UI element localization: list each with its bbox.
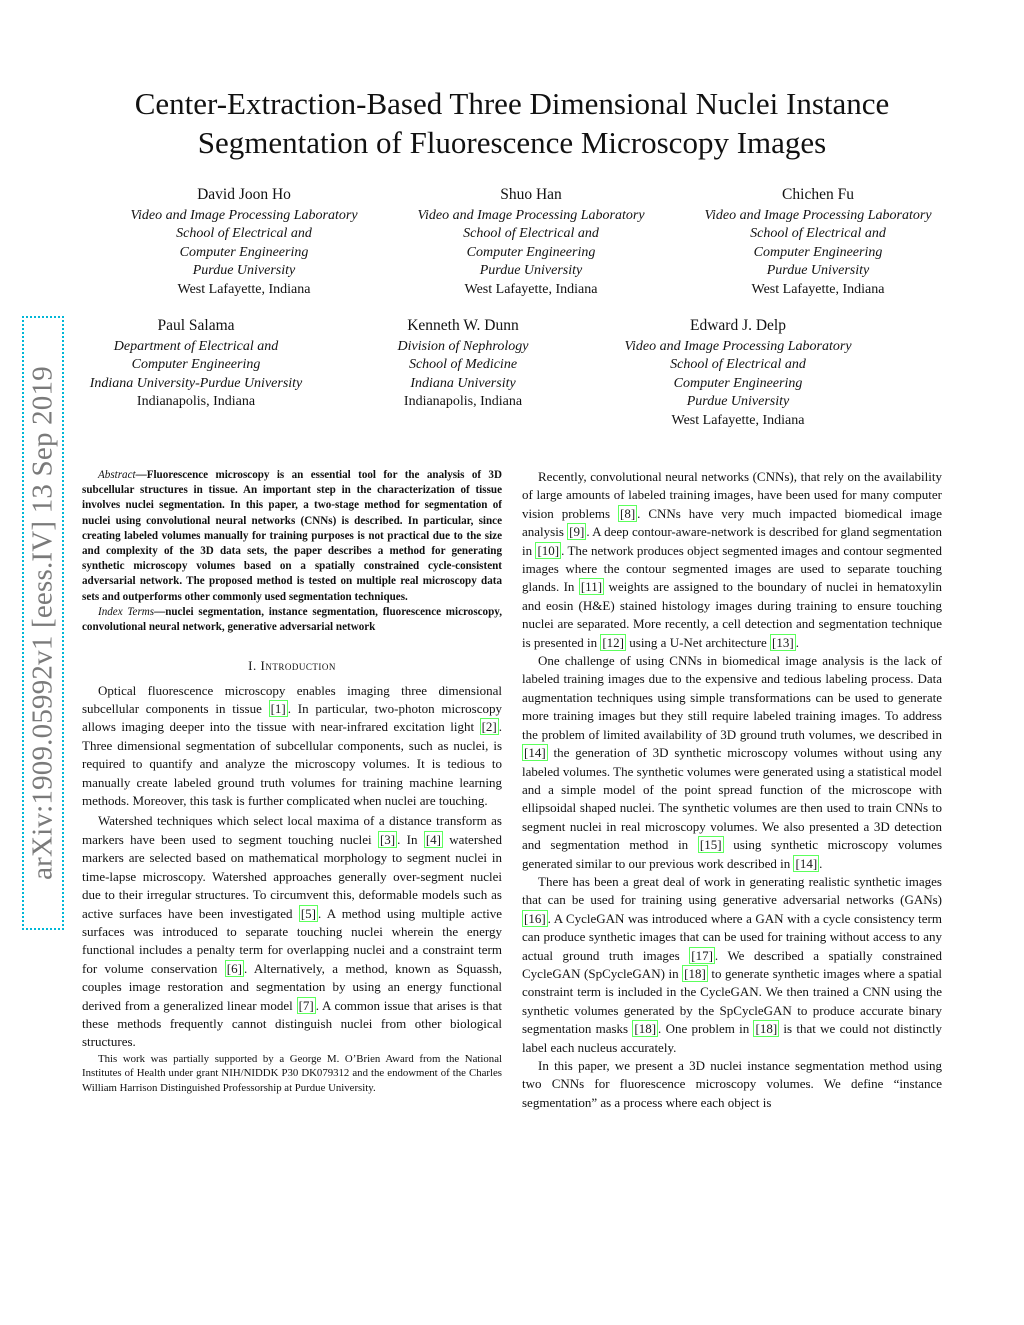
- citation-link[interactable]: [3]: [379, 831, 396, 847]
- author-name: Shuo Han: [500, 186, 562, 203]
- author-affiliation: Video and Image Processing Laboratory: [130, 207, 358, 223]
- citation-link[interactable]: [8]: [620, 505, 636, 521]
- author-affiliation: Computer Engineering: [673, 375, 803, 391]
- author-affiliation: School of Electrical and: [463, 226, 599, 242]
- paragraph: Optical fluorescence microscopy enables imaging three dimensional subcellular components in tissue [1] . In particular, two-photon microscopy allows imaging deeper into the tissue with near-infrared excitation light [2] . Three dimensional segmentation of subcellular components, such as nuclei, is required to quantify and analyze the microscopy volumes. It is tedious to manually create labeled ground truth volumes for training machine learning methods. Moreover, this task is further complicated when nuclei are touching.: [82, 682, 502, 809]
- author-affiliation: Computer Engineering: [131, 357, 261, 373]
- author-name: Paul Salama: [157, 317, 235, 334]
- citation-link[interactable]: [18]: [684, 965, 706, 981]
- author-name: Chichen Fu: [782, 186, 854, 203]
- author-block: [600, 317, 876, 431]
- citation-link[interactable]: [2]: [481, 719, 497, 735]
- author-affiliation: Video and Image Processing Laboratory: [417, 207, 645, 223]
- citation-link[interactable]: [14]: [524, 745, 546, 761]
- citation-link[interactable]: [7]: [298, 997, 314, 1013]
- author-affiliation: Video and Image Processing Laboratory: [704, 207, 932, 223]
- citation-link[interactable]: [18]: [634, 1021, 657, 1037]
- author-affiliation: Video and Image Processing Laboratory: [624, 338, 852, 354]
- author-affiliation: Purdue University: [479, 263, 583, 279]
- citation-link[interactable]: [5]: [300, 905, 316, 921]
- author-location: Indianapolis, Indiana: [136, 394, 256, 410]
- author-affiliation: Purdue University: [766, 263, 870, 279]
- citation-link[interactable]: [9]: [569, 524, 585, 540]
- abstract: [82, 468, 502, 605]
- citation-link[interactable]: [17]: [691, 947, 713, 963]
- abstract-label: Abstract: [98, 469, 136, 481]
- footnote: This work was partially supported by a George M. O’Brien Award from the National Institutes of Health under grant NIH/NIDDK P30 DK079312 and the endowment of the Charles William Harrison Distinguished Professorship at Purdue University.: [82, 1052, 502, 1094]
- author-affiliation: Indiana University: [410, 375, 516, 391]
- citation-link[interactable]: [11]: [580, 579, 603, 595]
- author-block: [108, 186, 380, 300]
- citation-link[interactable]: [6]: [226, 960, 242, 976]
- author-affiliation: Computer Engineering: [753, 244, 883, 260]
- author-name: David Joon Ho: [197, 186, 291, 203]
- author-block: [70, 317, 322, 412]
- paragraph: In this paper, we present a 3D nuclei instance segmentation method using two CNNs for fluorescence microscopy volumes. We define “instance segmentation” as a process where each object is: [522, 1058, 942, 1110]
- author-affiliation: School of Electrical and: [176, 226, 312, 242]
- citation-link[interactable]: [4]: [425, 831, 441, 847]
- paragraph: There has been a great deal of work in generating realistic synthetic images that can be used for training using generative adversarial networks (GANs) [16] . A CycleGAN was introduced where a GAN with a cycle consistency term can produce synthetic images that can be used for training without access to any actual ground truth images [17] . We described a spatially constrained CycleGAN (SpCycleGAN) in [18] to generate synthetic images where a spatial constraint term is included in the CycleGAN. We then trained a CNN using the synthetic volumes generated by the SpCycleGAN to produce accurate binary segmentation masks [18] . One problem in [18] is that we could not distinctly label each nucleus accurately.: [522, 873, 942, 1055]
- author-affiliation: Department of Electrical and: [113, 338, 279, 354]
- index-terms-label: Index Terms: [98, 605, 155, 618]
- author-location: West Lafayette, Indiana: [671, 412, 805, 428]
- left-column: [82, 468, 502, 1096]
- citation-link[interactable]: [1]: [270, 701, 286, 717]
- author-affiliation: Computer Engineering: [179, 244, 309, 260]
- citation-link[interactable]: [10]: [537, 542, 560, 558]
- citation-link[interactable]: [13]: [772, 634, 794, 650]
- author-affiliation: School of Electrical and: [750, 226, 886, 242]
- author-name: Edward J. Delp: [690, 317, 786, 334]
- citation-link[interactable]: [16]: [524, 910, 546, 926]
- section-heading: I. Introduction: [248, 658, 336, 674]
- author-affiliation: Purdue University: [686, 394, 790, 410]
- author-location: West Lafayette, Indiana: [464, 281, 598, 297]
- arxiv-identifier: arXiv:1909.05992v1 [eess.IV] 13 Sep 2019: [26, 366, 59, 880]
- author-name: Kenneth W. Dunn: [407, 317, 519, 334]
- author-affiliation: Purdue University: [192, 263, 296, 279]
- index-terms: [82, 605, 502, 635]
- author-affiliation: School of Electrical and: [670, 357, 806, 373]
- citation-link[interactable]: [15]: [699, 837, 722, 853]
- citation-link[interactable]: [14]: [795, 855, 818, 871]
- paper-title: Center-Extraction-Based Three Dimensional Nuclei Instance Segmentation of Fluorescence Microscopy Images: [134, 86, 890, 160]
- index-terms-text: —nuclei segmentation, instance segmentation, fluorescence microscopy, convolutional neural network, generative adversarial network: [82, 605, 502, 634]
- paragraph: Watershed techniques which select local maxima of a distance transform as markers have been used to segment touching nuclei [3] . In [4] watershed markers are selected based on mathematical morphology to segment nuclei in time-lapse microscopy. Watershed approaches generally over-segment nuclei due to their irregular structures. To circumvent this, deformable models such as active surfaces have been investigated [5] . A method using multiple active surfaces was introduced to separate touching nuclei wherein the energy functional includes a penalty term for overlapping nuclei and a constraint term for volume conservation [6] . Alternatively, a method, known as Squassh, couples image restoration and segmentation by using an energy functional derived from a generalized linear model [7] . A common issue that arises is that these methods frequently cannot distinguish nuclei from other biological structures.: [82, 813, 503, 1050]
- author-block: [366, 317, 560, 412]
- paragraph: One challenge of using CNNs in biomedical image analysis is the lack of labeled training images due to the expensive and tedious labeling process. Data augmentation techniques using simple transformations can be used to generate more training images but they still require labeled training images. To address the problem of limited availability of 3D ground truth volumes, we described in [14] the generation of 3D synthetic microscopy volumes without using any labeled volumes. The synthetic volumes were generated using a statistical model and a simple model of the point spread function of the microscope with ellipsoidal shaped nuclei. The synthetic volumes are then used to train CNNs to segment nuclei in real microscopy volumes. We also presented a 3D detection and segmentation method in [15] using synthetic microscopy volumes generated similar to our previous work described in [14] .: [522, 653, 942, 871]
- citation-link[interactable]: [12]: [602, 634, 625, 650]
- citation-link[interactable]: [18]: [755, 1021, 778, 1037]
- right-column: [522, 468, 942, 1112]
- author-location: West Lafayette, Indiana: [177, 281, 311, 297]
- author-location: Indianapolis, Indiana: [403, 394, 523, 410]
- author-affiliation: Indiana University-Purdue University: [89, 375, 303, 391]
- arxiv-identifier-stamp: [22, 316, 64, 930]
- author-affiliation: School of Medicine: [408, 357, 518, 373]
- author-location: West Lafayette, Indiana: [751, 281, 885, 297]
- paragraph: Recently, convolutional neural networks (CNNs), that rely on the availability of large amounts of labeled training images, have been used for many computer vision problems [8] . CNNs have very much impacted biomedical image analysis [9] . A deep contour-aware-network is described for gland segmentation in [10] . The network produces object segmented images and contour segmented images where the contour segmented images are used to separate touching glands. In [11] weights are assigned to the boundary of nuclei in hematoxylin and eosin (H&E) stained histology images during training to ensure touching nuclei are separated. More recently, a cell detection and segmentation technique is presented in [12] using a U-Net architecture [13] .: [522, 469, 942, 650]
- abstract-text: —Fluorescence microscopy is an essential tool for the analysis of 3D subcellular structures in tissue. An important step in the characterization of tissue involves nuclei segmentation. In this paper, a two-stage method for segmentation of nuclei using convolutional neural networks (CNNs) is described. In particular, since creating labeled volumes manually for training purposes is not practical due to the size and complexity of the 3D data sets, the paper describes a method for generating synthetic microscopy volumes based on a spatially constrained cycle-consistent adversarial network. The proposed method is tested on multiple real microscopy data sets and outperforms other commonly used segmentation techniques.: [82, 469, 502, 603]
- author-affiliation: Division of Nephrology: [397, 338, 529, 354]
- author-block: [682, 186, 954, 300]
- author-affiliation: Computer Engineering: [466, 244, 596, 260]
- author-block: [394, 186, 668, 300]
